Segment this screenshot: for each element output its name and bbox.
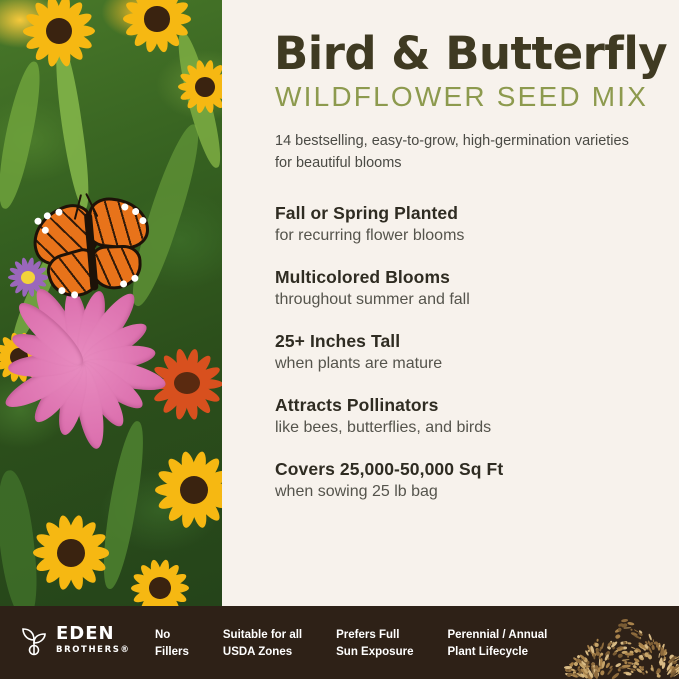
- feature-item: [275, 395, 653, 437]
- feature-subtitle: for recurring flower blooms: [275, 226, 465, 244]
- seed: [625, 672, 631, 676]
- seed: [607, 657, 610, 660]
- feature-item: [275, 459, 653, 501]
- seed: [626, 642, 631, 645]
- brand-logo: [20, 624, 131, 656]
- footer-badges: [155, 627, 547, 660]
- badge-no-fillers: [155, 627, 189, 660]
- feature-list: [275, 203, 653, 501]
- badge-line-1: Suitable for all: [222, 629, 303, 641]
- butterfly-wing-spot: [120, 280, 128, 288]
- seed: [598, 666, 602, 670]
- seed-pile: [529, 606, 679, 679]
- seed: [655, 643, 658, 648]
- feature-title: Attracts Pollinators: [275, 394, 439, 415]
- seed: [567, 673, 571, 677]
- brand-name-bottom: BROTHERS®: [56, 645, 131, 656]
- feature-title: Fall or Spring Planted: [275, 202, 459, 223]
- page-subtitle: WILDFLOWER SEED MIX: [275, 81, 649, 113]
- feature-subtitle: when plants are mature: [275, 354, 443, 372]
- seed: [601, 642, 605, 649]
- leaf-sprout-icon: [20, 624, 48, 656]
- page-title: Bird & Butterfly: [274, 27, 668, 80]
- feature-title: 25+ Inches Tall: [275, 330, 401, 351]
- feature-item: [275, 331, 653, 373]
- product-description: 14 bestselling, easy-to-grow, high-germination varieties for beautiful blooms: [275, 133, 629, 171]
- badge-line-1: No: [155, 629, 171, 641]
- seed: [647, 653, 652, 659]
- butterfly-wing: [91, 244, 143, 290]
- product-details: [222, 0, 679, 606]
- feature-subtitle: when sowing 25 lb bag: [275, 482, 438, 500]
- wildflower-photo: [0, 0, 222, 606]
- seed: [600, 652, 604, 656]
- flower-center: [144, 6, 169, 31]
- feature-item: [275, 203, 653, 245]
- feature-subtitle: throughout summer and fall: [275, 290, 470, 308]
- butterfly-wing-spot: [71, 291, 79, 299]
- flower-center: [57, 539, 85, 567]
- seed: [650, 667, 653, 671]
- seed: [622, 658, 630, 660]
- feature-title: Multicolored Blooms: [275, 266, 450, 287]
- seed: [618, 654, 624, 659]
- brand-wordmark: [56, 625, 131, 655]
- badge-line-2: USDA Zones: [222, 645, 293, 658]
- feature-title: Covers 25,000-50,000 Sq Ft: [275, 458, 504, 479]
- seed: [611, 672, 620, 679]
- seed: [656, 668, 660, 673]
- black-eyed-susan-flower: [30, 512, 112, 594]
- seed: [624, 661, 627, 664]
- seed: [627, 622, 635, 626]
- monarch-butterfly: [12, 186, 181, 355]
- flower-center: [149, 577, 171, 599]
- seed: [611, 651, 617, 657]
- seed: [597, 639, 600, 642]
- seed: [646, 671, 649, 675]
- flower-center: [195, 77, 215, 97]
- butterfly-wing-spot: [131, 274, 139, 282]
- brand-name-top: EDEN: [56, 623, 115, 645]
- seed: [615, 634, 621, 640]
- badge-line-2: Sun Exposure: [336, 645, 414, 658]
- seed: [651, 645, 655, 650]
- seed: [595, 643, 599, 647]
- seed: [664, 657, 667, 660]
- footer-bar: [0, 606, 679, 679]
- feature-subtitle: like bees, butterflies, and birds: [275, 418, 492, 436]
- seed: [611, 646, 615, 650]
- seed: [600, 670, 605, 676]
- badge-sun-exposure: [336, 627, 413, 660]
- badge-usda-zones: [223, 627, 302, 660]
- badge-line-2: Plant Lifecycle: [447, 645, 529, 658]
- feature-item: [275, 267, 653, 309]
- badge-line-2: Fillers: [155, 645, 189, 658]
- seed: [629, 629, 632, 631]
- seed: [594, 671, 598, 678]
- badge-line-1: Prefers Full: [336, 629, 400, 641]
- seed: [626, 655, 628, 657]
- badge-line-1: Perennial / Annual: [447, 629, 548, 641]
